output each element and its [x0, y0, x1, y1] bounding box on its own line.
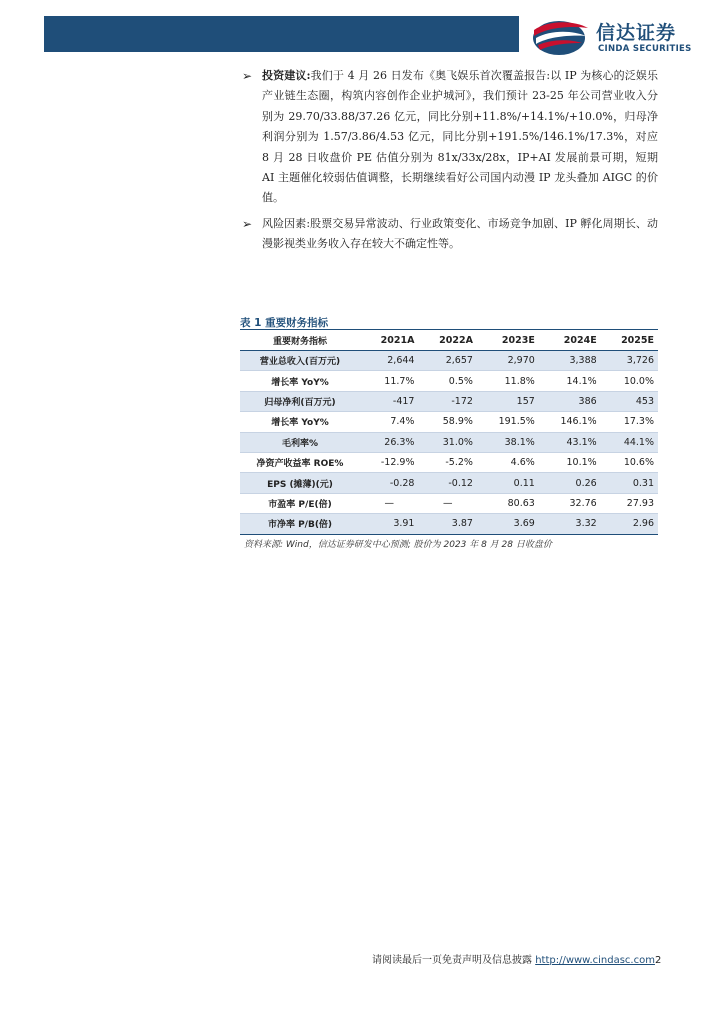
table-row	[240, 514, 658, 534]
table-cell: -0.28	[360, 473, 418, 493]
table-row	[240, 371, 658, 391]
table-header-cell: 2021A	[360, 330, 418, 351]
table-cell: 增长率 YoY%	[240, 412, 360, 432]
table-cell: 毛利率%	[240, 432, 360, 452]
cinda-logo-icon	[530, 14, 592, 58]
table-cell: 2,970	[477, 351, 539, 371]
table-cell: 3.69	[477, 514, 539, 534]
table-cell: 增长率 YoY%	[240, 371, 360, 391]
table-cell: 157	[477, 391, 539, 411]
table-cell: 0.5%	[418, 371, 476, 391]
risk-factors-paragraph	[262, 214, 658, 255]
table-cell: 146.1%	[539, 412, 601, 432]
table-cell: 市盈率 P/E(倍)	[240, 493, 360, 513]
table-cell: 3,726	[601, 351, 658, 371]
table-cell: EPS (摊薄)(元)	[240, 473, 360, 493]
table-caption: 表 1 重要财务指标	[240, 317, 329, 329]
table-cell: 3.87	[418, 514, 476, 534]
table-cell: 44.1%	[601, 432, 658, 452]
table-cell: 归母净利(百万元)	[240, 391, 360, 411]
table-cell: 0.11	[477, 473, 539, 493]
page-number: 2	[654, 955, 662, 966]
table-cell: 11.7%	[360, 371, 418, 391]
table-cell: 0.26	[539, 473, 601, 493]
table-cell: 4.6%	[477, 452, 539, 472]
financial-metrics-table	[240, 329, 658, 535]
table-cell: 14.1%	[539, 371, 601, 391]
table-cell: 11.8%	[477, 371, 539, 391]
table-cell: 453	[601, 391, 658, 411]
table-cell: 3.32	[539, 514, 601, 534]
table-cell: -0.12	[418, 473, 476, 493]
risk-factors-label: 风险因素:	[262, 217, 311, 230]
table-cell: —	[360, 493, 418, 513]
table-row	[240, 493, 658, 513]
table-cell: 10.1%	[539, 452, 601, 472]
table-cell: 营业总收入(百万元)	[240, 351, 360, 371]
table-header-row	[240, 330, 658, 351]
table-row	[240, 351, 658, 371]
table-cell: 386	[539, 391, 601, 411]
table-row	[240, 452, 658, 472]
table-cell: -172	[418, 391, 476, 411]
table-cell: 2,657	[418, 351, 476, 371]
table-cell: 17.3%	[601, 412, 658, 432]
bullet-arrow-icon: ➢	[242, 69, 253, 83]
table-cell: 80.63	[477, 493, 539, 513]
table-cell: 10.0%	[601, 371, 658, 391]
table-cell: 市净率 P/B(倍)	[240, 514, 360, 534]
table-header-cell: 2022A	[418, 330, 476, 351]
table-row	[240, 391, 658, 411]
logo-english-text: CINDA SECURITIES	[598, 44, 692, 54]
table-row	[240, 412, 658, 432]
table-row	[240, 473, 658, 493]
table-row	[240, 432, 658, 452]
footer-disclaimer: 请阅读最后一页免责声明及信息披露	[372, 955, 536, 966]
table-cell: 31.0%	[418, 432, 476, 452]
table-cell: 2.96	[601, 514, 658, 534]
table-cell: 3,388	[539, 351, 601, 371]
table-header-cell: 2025E	[601, 330, 658, 351]
risk-factors-text: 股票交易异常波动、行业政策变化、市场竞争加剧、IP 孵化周期长、动漫影视类业务收入存在较大不确定性等。	[262, 217, 658, 251]
table-cell: 43.1%	[539, 432, 601, 452]
table-cell: 2,644	[360, 351, 418, 371]
investment-advice-paragraph	[262, 66, 658, 209]
table-cell: 38.1%	[477, 432, 539, 452]
footer-website-link[interactable]: http://www.cindasc.com	[535, 955, 655, 966]
table-cell: 7.4%	[360, 412, 418, 432]
table-cell: —	[418, 493, 476, 513]
table-cell: -417	[360, 391, 418, 411]
table-cell: 0.31	[601, 473, 658, 493]
table-header-cell: 2023E	[477, 330, 539, 351]
table-cell: 32.76	[539, 493, 601, 513]
logo-chinese-text: 信达证券	[596, 22, 677, 44]
investment-advice-text: 我们于 4 月 26 日发布《奥飞娱乐首次覆盖报告:以 IP 为核心的泛娱乐产业链生态圈，构筑内容创作企业护城河》，我们预计 23-25 年公司营业收入分别为 29.70/33.88/37.26 亿元，同比分别+11.8%/+14.1%/+10.0%，归母净利润分别为 1.57/3.86/4.53 亿元，同比分别+191.5%/146.1%/17.3%，对应 8 月 28 日收盘价 PE 估值分别为 81x/33x/28x，IP+AI 发展前景可期，短期 AI 主题催化较弱估值调整，长期继续看好公司国内动漫 IP 龙头叠加 AIGC 的价值。	[262, 69, 658, 205]
table-cell: 191.5%	[477, 412, 539, 432]
investment-advice-label: 投资建议:	[262, 69, 311, 82]
table-header-cell: 2024E	[539, 330, 601, 351]
table-cell: 27.93	[601, 493, 658, 513]
table-cell: 26.3%	[360, 432, 418, 452]
table-cell: 10.6%	[601, 452, 658, 472]
table-source-note: 资料来源: Wind，信达证券研发中心预测; 股价为 2023 年 8 月 28 日收盘价	[244, 540, 552, 550]
table-cell: -12.9%	[360, 452, 418, 472]
table-cell: 58.9%	[418, 412, 476, 432]
page-footer	[372, 951, 661, 966]
table-cell: 净资产收益率 ROE%	[240, 452, 360, 472]
table-header-cell: 重要财务指标	[240, 330, 360, 351]
header-bar	[44, 16, 519, 52]
bullet-arrow-icon: ➢	[242, 217, 253, 231]
table-cell: -5.2%	[418, 452, 476, 472]
company-logo	[530, 14, 710, 58]
table-cell: 3.91	[360, 514, 418, 534]
